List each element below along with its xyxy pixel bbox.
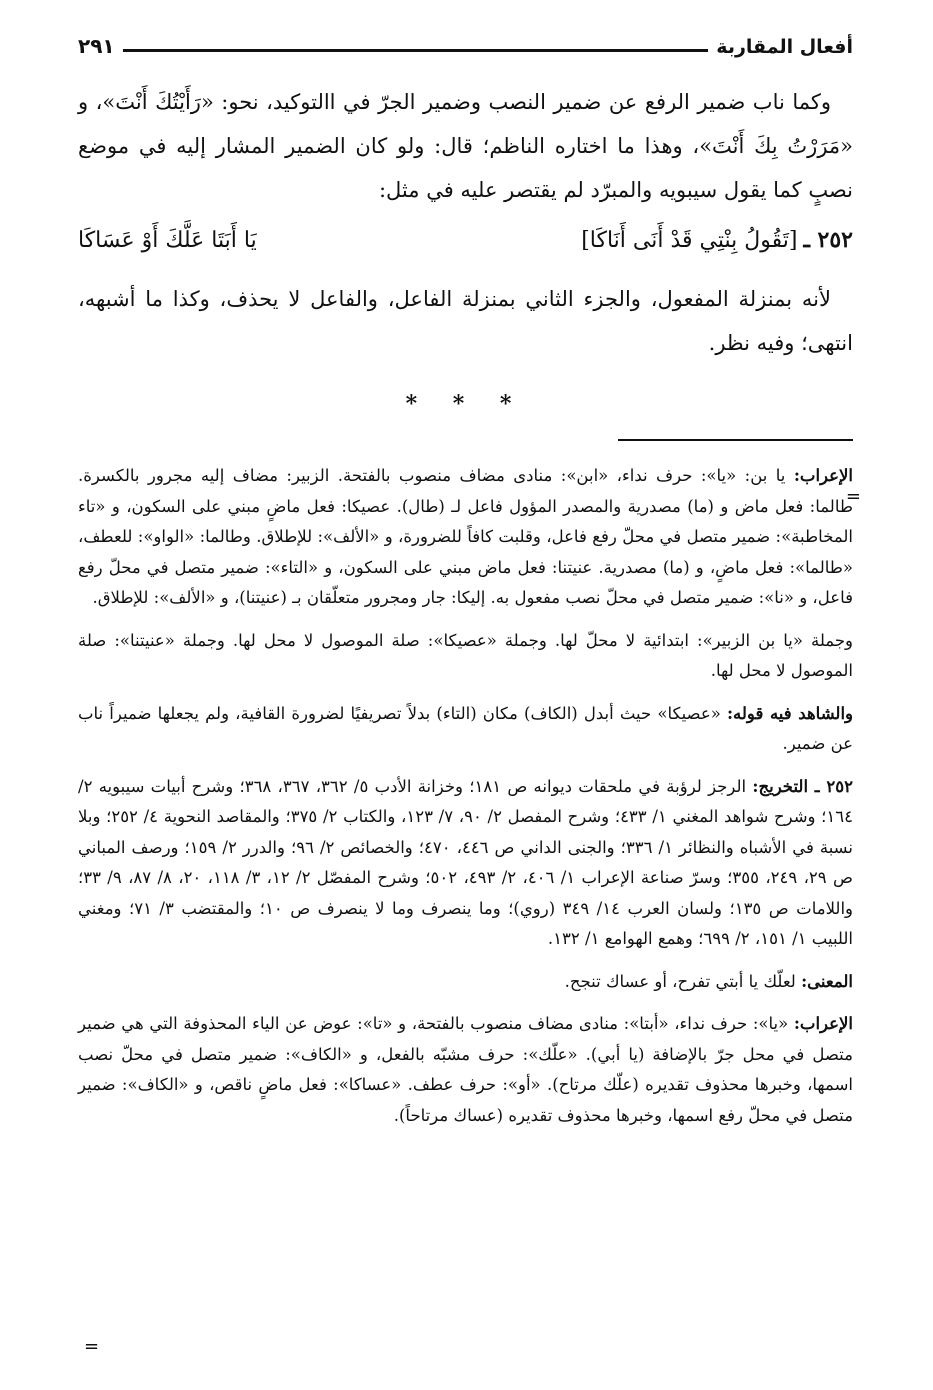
takhrij-label: ٢٥٢ ـ التخريج: (752, 776, 853, 796)
irab-1-label: الإعراب: (793, 466, 853, 485)
paragraph-2: لأنه بمنزلة المفعول، والجزء الثاني بمنزلة الفاعل، والفاعل لا يحذف، وكذا ما أشبهه، انتهى؛ وفيه نظر. (78, 287, 853, 355)
footnote-mana (78, 967, 853, 998)
running-title: أفعال المقاربة (716, 36, 853, 58)
continued-mark: = (84, 1336, 100, 1357)
shahid-text: «عصيكا» حيث أبدل (الكاف) مكان (التاء) بدلاً تصريفيًا لضرورة القافية، ولم يجعلها ضميراً ناب عن ضمير. (78, 703, 853, 753)
verse-second-hemistich: يَا أَبَتَا عَلَّكَ أَوْ عَسَاكَا (78, 228, 257, 253)
footnote-irab-2 (78, 1009, 853, 1131)
footnote-irab-1 (78, 461, 853, 614)
footnote-takhrij (78, 772, 853, 955)
irab-2-label: الإعراب: (793, 1014, 853, 1033)
irab-2-text: «يا»: حرف نداء، «أبتا»: منادى مضاف منصوب بالفتحة، و «تا»: عوض عن الياء المحذوفة التي هي ضمير متصل في محل جرّ بالإضافة (يا أبي). «علّك»: حرف مشبّه بالفعل، و «الكاف»: ضمير متصل في محلّ نصب اسمها، وخبرها محذوف تقديره (علّك مرتاح). «أو»: حرف عطف. «عساكا»: فعل ماضٍ ناقص، و «الكاف»: ضمير متصل في محلّ رفع اسمها، وخبرها محذوف تقديره (عساك مرتاحاً). (78, 1014, 853, 1125)
main-text (78, 80, 853, 365)
page-header (78, 28, 853, 58)
shahid-label: والشاهد فيه قوله: (726, 703, 853, 723)
verse-number: ٢٥٢ ـ (803, 227, 853, 253)
mana-text: لعلّك يا أبتي تفرح، أو عساك تنجح. (564, 971, 796, 991)
footnotes (78, 461, 853, 1131)
paragraph-1: وكما ناب ضمير الرفع عن ضمير النصب وضمير الجرّ في االتوكيد، نحو: «رَأَيْتُكَ أَنْتَ»، و «مَرَرْتُ بِكَ أَنْتَ»، وهذا ما اختاره الناظم؛ قال: ولو كان الضمير المشار إليه في موضع نصبٍ كما يقول سيبويه والمبرّد لم يقتصر عليه في مثل: (78, 90, 853, 202)
footnote-shahid (78, 699, 853, 760)
document-page (78, 28, 853, 1143)
footnote-rule (618, 439, 853, 441)
irab-1-text: يا بن: «يا»: حرف نداء، «ابن»: منادى مضاف منصوب بالفتحة. الزبير: مضاف إليه مجرور بالكسرة. طالما: فعل ماض و (ما) مصدرية والمصدر المؤول فاعل لـ (طال). عصيكا: فعل ماضٍ مبني على السكون، و «تاء المخاطبة»: ضمير متصل في محلّ رفع فاعل، وقلبت كافاً للضرورة، و «الألف»: للإطلاق. وطالما: «الواو»: للعطف، «طالما»: فعل ماضٍ، و (ما) مصدرية. عنيتنا: فعل ماض مبني على السكون، و «التاء»: ضمير متصل في محلّ رفع فاعل، و «نا»: ضمير متصل في محلّ نصب مفعول به. إليكا: جار ومجرور متعلّقان بـ (عنيتنا)، و «الألف»: للإطلاق. (78, 466, 853, 607)
verse-252 (78, 218, 853, 263)
section-separator-stars: * * * (405, 391, 526, 417)
mana-label: المعنى: (801, 971, 853, 991)
footnote-jumla-1: وجملة «يا بن الزبير»: ابتدائية لا محلّ لها. وجملة «عصيكا»: صلة الموصول لا محل لها. وجملة «عنيتنا»: صلة الموصول لا محل لها. (78, 630, 853, 680)
takhrij-text: الرجز لرؤبة في ملحقات ديوانه ص ١٨١؛ وخزانة الأدب ٥/ ٣٦٢، ٣٦٧، ٣٦٨؛ وشرح أبيات سيبويه ٢/ ١٦٤؛ وشرح شواهد المغني ١/ ٤٣٣؛ وشرح المفصل ٢/ ٩٠، ٧/ ١٢٣، والكتاب ٢/ ٣٧٥؛ والمقاصد النحوية ٤/ ٢٥٢؛ وبلا نسبة في الأشباه والنظائر ١/ ٣٣٦؛ والجنى الداني ص ٤٤٦، ٤٧٠؛ والخصائص ٢/ ٩٦؛ والدرر ٢/ ١٥٩؛ ورصف المباني ص ٢٩، ٢٤٩، ٣٥٥؛ وسرّ صناعة الإعراب ١/ ٤٠٦، ٢/ ٤٩٣، ٥٠٢؛ وشرح المفصّل ٢/ ١٢، ٣/ ١١٨، ٢٠، ٨/ ٨٧، ٩/ ٣٣؛ واللامات ص ١٣٥؛ ولسان العرب ١٤/ ٣٤٩ (روي)؛ وما ينصرف وما لا ينصرف ص ١٠؛ والمقتضب ٣/ ٧١؛ ومغني اللبيب ١/ ١٥١، ٢/ ٦٩٩؛ وهمع الهوامع ١/ ١٣٢. (78, 776, 854, 948)
header-rule (123, 49, 709, 52)
verse-first-hemistich: [تَقُولُ بِنْتِي قَدْ أَنَى أَنَاكَا] (581, 228, 798, 253)
page-number: ٢٩١ (78, 34, 115, 58)
continuation-mark: = (845, 486, 861, 507)
